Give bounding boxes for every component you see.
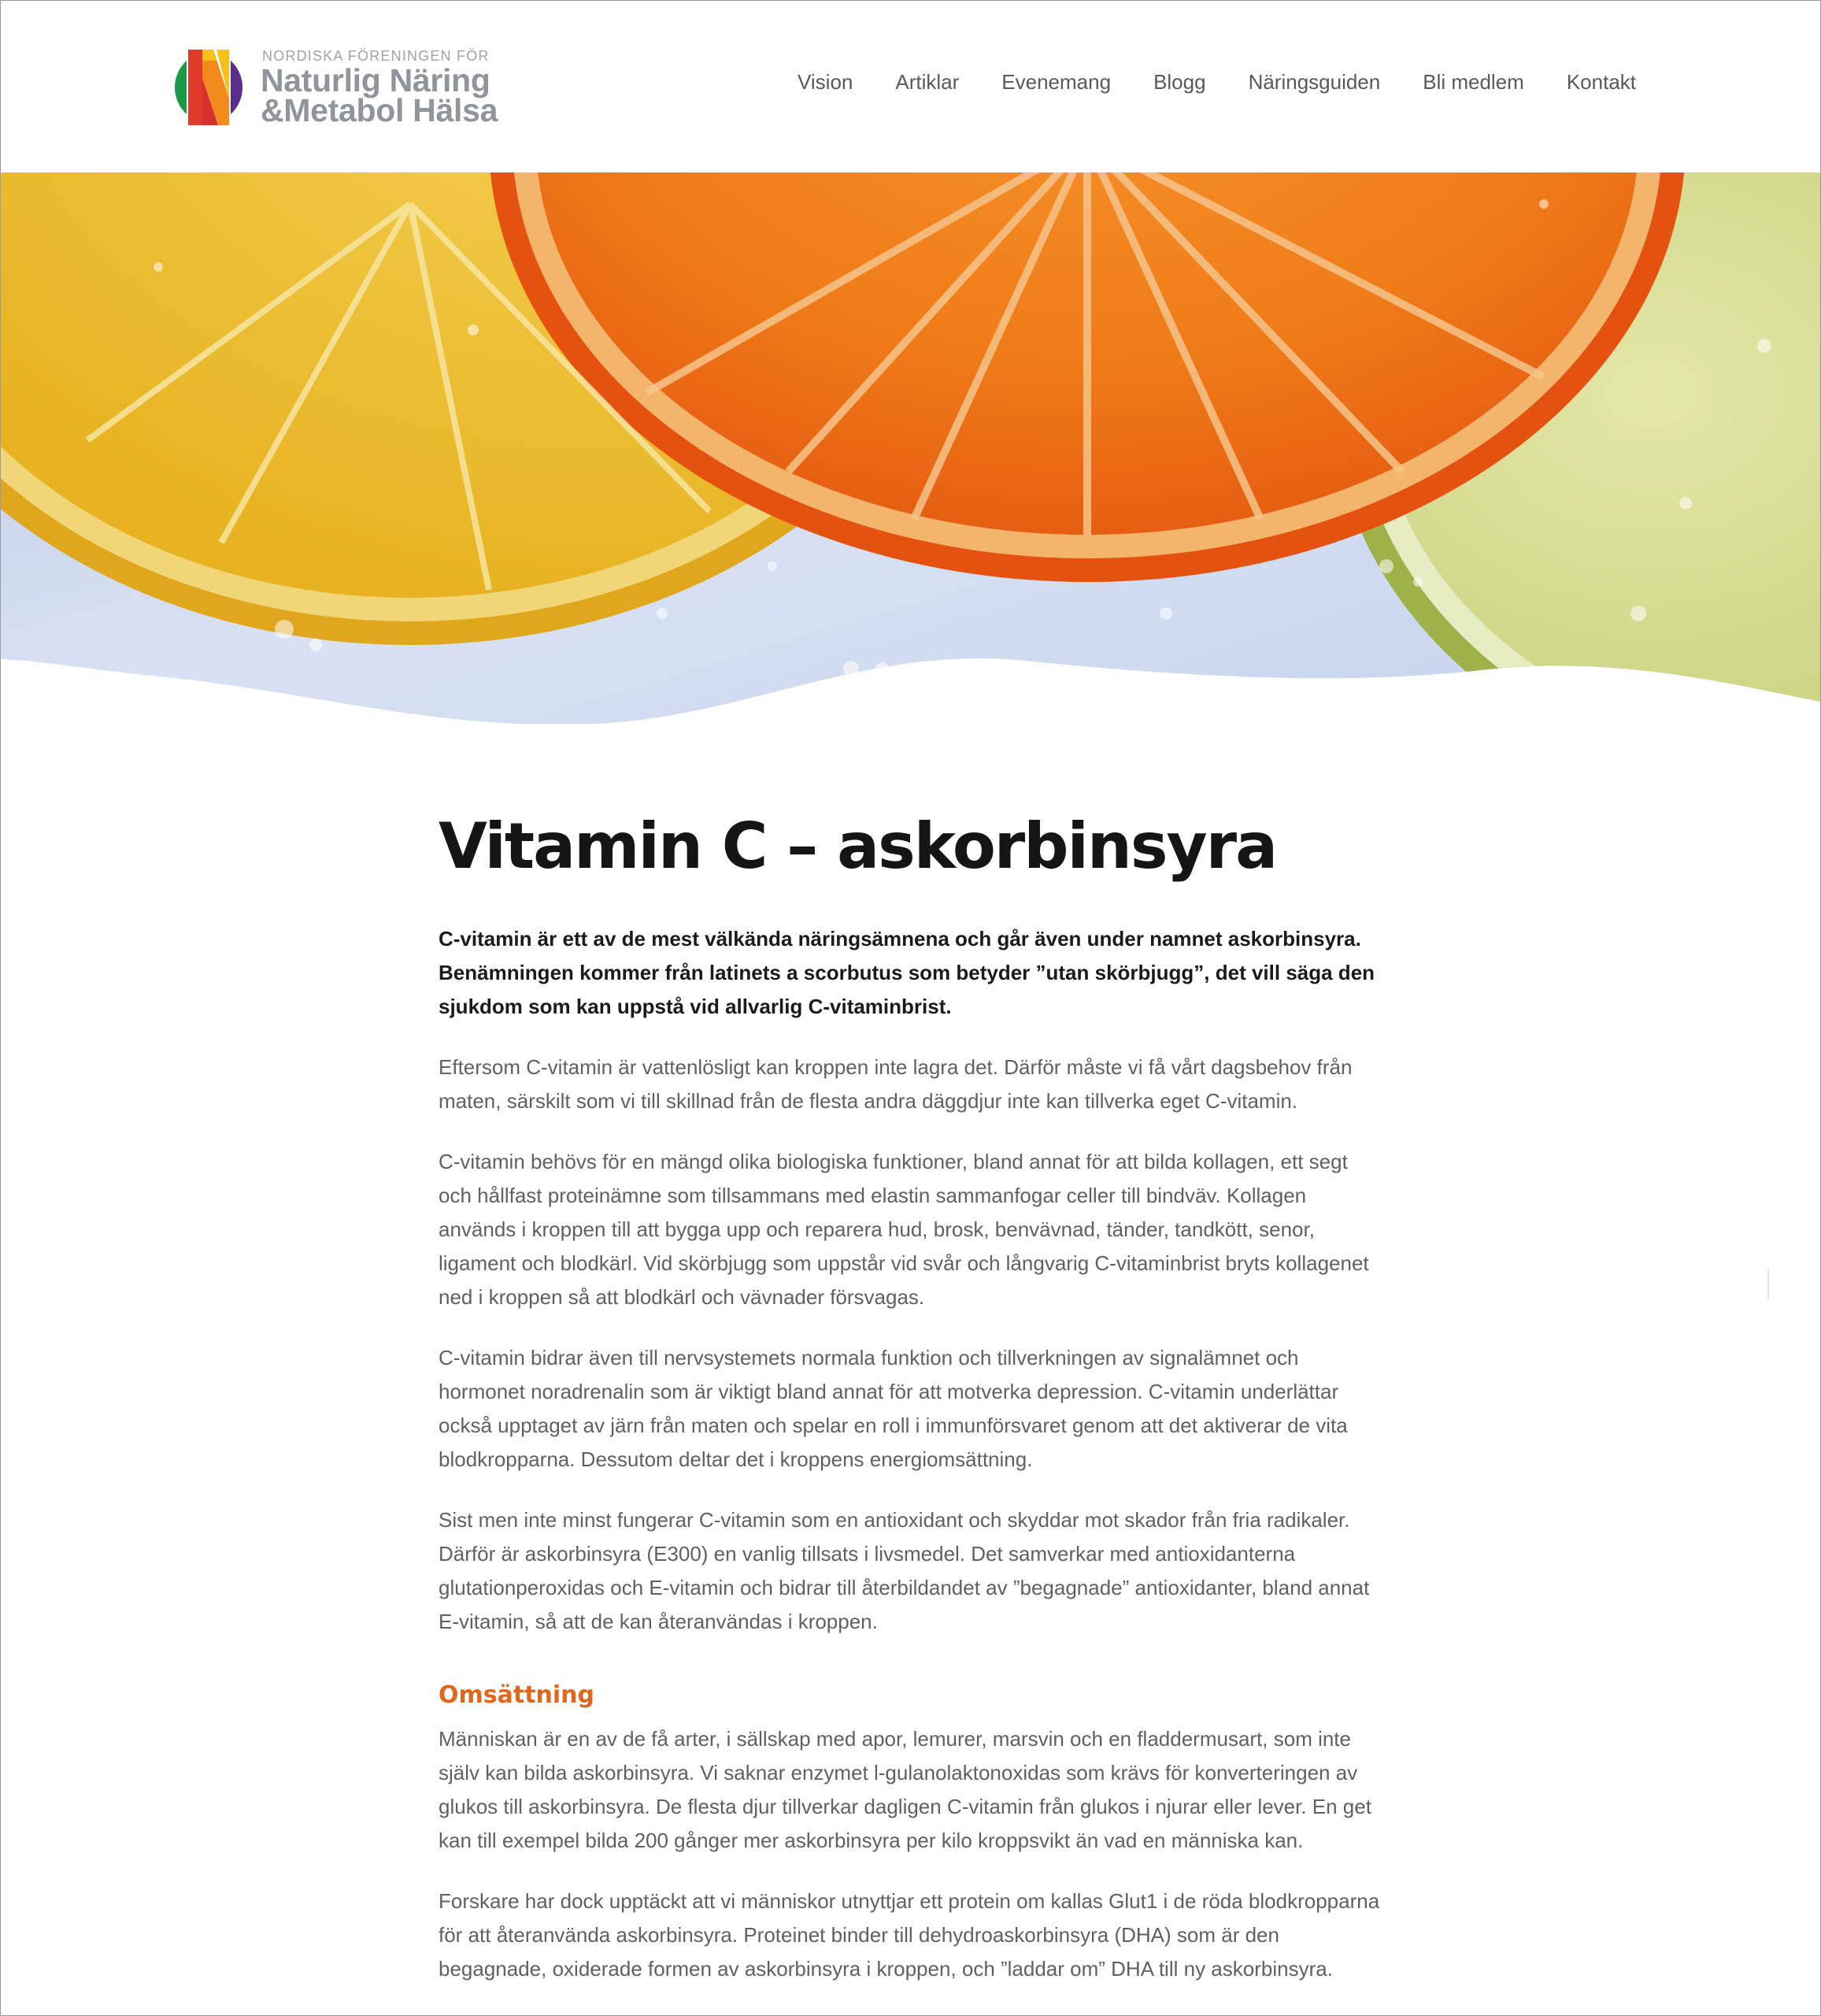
article-paragraph: C-vitamin bidrar även till nervsystemets normala funktion och tillverkningen av signalämnet och hormonet noradrenalin som är viktigt bland annat för att motverka depression. C-vitamin underlättar också upptaget av järn från maten och spelar en roll i immunförsvaret genom att det aktiverar de vita blodkropparna. Dessutom deltar det i kroppens energiomsättning. [439,1346,1348,1471]
logo-line-1: Naturlig Näring [261,62,490,98]
main-nav [755,70,1636,94]
logo-line-2: &Metabol Hälsa [261,92,498,128]
nav-item-vision[interactable]: Vision [798,70,853,94]
logo-tagline: NORDISKA FÖRENINGEN FÖR [262,48,490,64]
hero-image [1,172,1820,724]
nav-item-artiklar[interactable]: Artiklar [895,70,960,94]
section-paragraph: Forskare har dock upptäckt att vi människor utnyttjar ett protein om kallas Glut1 i de röda blodkropparna för att återanvända askorbinsyra. Proteinet binder till dehydroaskorbinsyra (DHA) som är den begagnade, oxiderade formen av askorbinsyra i kroppen, och ”laddar om” DHA till ny askorbinsyra. [439,1889,1380,1981]
article-paragraph: C-vitamin behövs för en mängd olika biologiska funktioner, bland annat för att bilda kollagen, ett segt och hållfast proteinämne som tillsammans med elastin sammanfogar celler till bindväv. Kollagen används i kroppen till att bygga upp och reparera hud, brosk, benvävnad, tänder, tandkött, senor, ligament och blodkärl. Vid skörbjugg som uppstår vid svår och långvarig C-vitaminbrist bryts kollagenet ned i kroppen så att blodkärl och vävnader försvagas. [439,1150,1369,1309]
nav-item-bli-medlem[interactable]: Bli medlem [1423,70,1524,94]
article-title: Vitamin C – askorbinsyra [439,810,1277,883]
citrus-hero-icon [1,172,1820,724]
nav-item-naringsguiden[interactable]: Näringsguiden [1248,70,1381,94]
section-heading-omsattning: Omsättning [439,1681,595,1709]
nav-item-blogg[interactable]: Blogg [1153,70,1206,94]
article-paragraph: Eftersom C-vitamin är vattenlösligt kan kroppen inte lagra det. Därför måste vi få vårt dagsbehov från maten, särskilt som vi till skillnad från de flesta andra däggdjur inte kan tillverka eget C-vitamin. [439,1055,1353,1113]
article [439,812,1383,1986]
scroll-indicator [1767,1269,1769,1300]
article-lead: C-vitamin är ett av de mest välkända näringsämnena och går även under namnet askorbinsyra. Benämningen kommer från latinets a scorbutus som betyder ”utan skörbjugg”, det vill säga den sjukdom som kan uppstå vid allvarlig C-vitaminbrist. [439,927,1375,1018]
article-paragraph: Sist men inte minst fungerar C-vitamin som en antioxidant och skyddar mot skador från fria radikaler. Därför är askorbinsyra (E300) en vanlig tillsats i livsmedel. Det samverkar med antioxidanterna glutationperoxidas och E-vitamin och bidrar till återbildandet av ”begagnade” antioxidanter, bland annat E-vitamin, så att de kan återanvändas i kroppen. [439,1508,1370,1633]
nav-item-evenemang[interactable]: Evenemang [1001,70,1112,94]
logo-n-mark-icon [165,43,253,132]
section-paragraph: Människan är en av de få arter, i sällskap med apor, lemurer, marsvin och en fladdermusart, som inte själv kan bilda askorbinsyra. Vi saknar enzymet l-gulanolaktonoxidas som krävs för konverteringen av glukos till askorbinsyra. De flesta djur tillverkar dagligen C-vitamin från glukos i njurar eller lever. En get kan till exempel bilda 200 gånger mer askorbinsyra per kilo kroppsvikt än vad en människa kan. [439,1727,1371,1852]
site-logo[interactable] [165,43,498,132]
site-header [1,1,1820,172]
nav-item-kontakt[interactable]: Kontakt [1566,70,1636,94]
